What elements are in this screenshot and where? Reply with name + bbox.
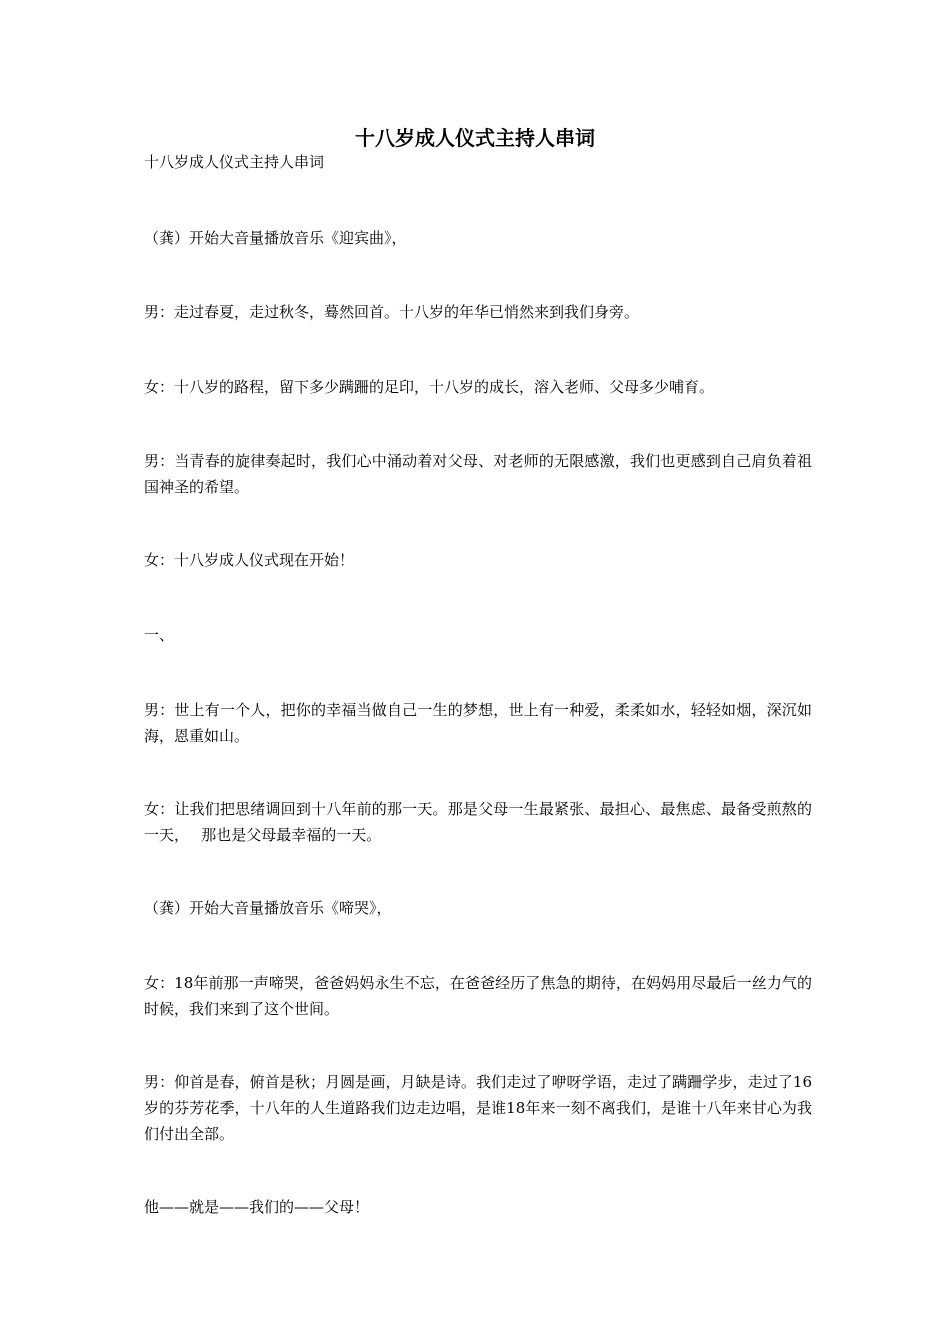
paragraph-male-1: 男：走过春夏，走过秋冬，蓦然回首。十八岁的年华已悄然来到我们身旁。 xyxy=(144,303,640,321)
section-heading-one: 一、 xyxy=(144,626,175,644)
paragraph-male-2: 男：当青春的旋律奏起时，我们心中涌动着对父母、对老师的无限感激，我们也更感到自己肩负着祖国神圣的希望。 xyxy=(144,452,812,496)
paragraph-female-4: 女：18年前那一声啼哭，爸爸妈妈永生不忘，在爸爸经历了焦急的期待，在妈妈用尽最后一丝力气的时候，我们来到了这个世间。 xyxy=(144,974,812,1018)
paragraph-female-1: 女：十八岁的路程，留下多少蹒跚的足印，十八岁的成长，溶入老师、父母多少哺育。 xyxy=(144,378,715,396)
paragraph-male-3: 男：世上有一个人，把你的幸福当做自己一生的梦想，世上有一种爱，柔柔如水，轻轻如烟，深沉如海，恩重如山。 xyxy=(144,701,812,745)
paragraph-music-cue-2: （龚）开始大音量播放音乐《啼哭》， xyxy=(144,899,392,917)
paragraph-female-2: 女：十八岁成人仪式现在开始！ xyxy=(144,551,355,569)
paragraph-music-cue-1: （龚）开始大音量播放音乐《迎宾曲》， xyxy=(144,229,407,247)
paragraph-closing: 他——就是——我们的——父母！ xyxy=(144,1198,370,1216)
paragraph-male-4: 男：仰首是春，俯首是秋；月圆是画，月缺是诗。我们走过了咿呀学语，走过了蹒跚学步，走过了16岁的芬芳花季，十八年的人生道路我们边走边唱，是谁18年来一刻不离我们，是谁十八年来甘心为我们付出全部。 xyxy=(144,1073,812,1143)
subtitle-paragraph: 十八岁成人仪式主持人串词 xyxy=(144,153,325,171)
document-title: 十八岁成人仪式主持人串词 xyxy=(355,126,595,150)
paragraph-female-3: 女：让我们把思绪调回到十八年前的那一天。那是父母一生最紧张、最担心、最焦虑、最备受煎熬的一天， 那也是父母最幸福的一天。 xyxy=(144,800,812,844)
